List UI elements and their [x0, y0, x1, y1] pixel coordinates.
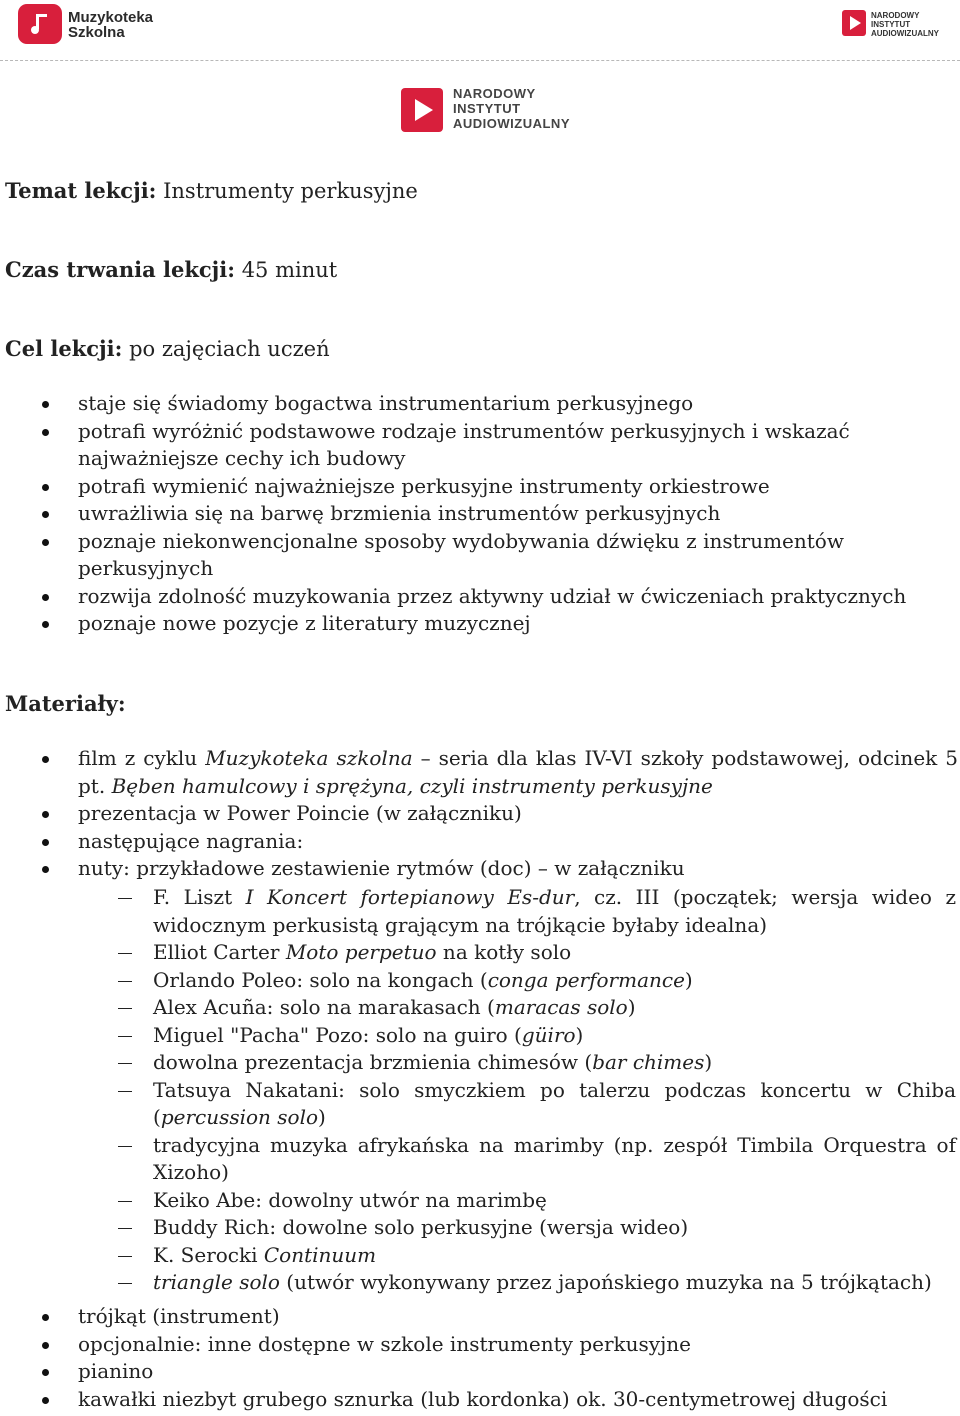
goals-list	[0, 390, 960, 638]
institute-line-3: AUDIOWIZUALNY	[453, 116, 570, 131]
list-item: Buddy Rich: dowolne solo perkusyjne (wersja wideo)	[0, 1214, 960, 1242]
institute-line-2: INSTYTUT	[453, 101, 521, 116]
list-item: opcjonalnie: inne dostępne w szkole instrumenty perkusyjne	[0, 1331, 960, 1359]
list-item: kawałki niezbyt grubego sznurka (lub kordonka) ok. 30-centymetrowej długości	[0, 1386, 960, 1414]
institute-line-1: NARODOWY	[871, 11, 920, 20]
list-item: dowolna prezentacja brzmienia chimesów (bar chimes)	[0, 1049, 960, 1077]
list-item: pianino	[0, 1358, 960, 1386]
brand-name	[68, 10, 153, 40]
list-item: F. Liszt I Koncert fortepianowy Es-dur, cz. III (początek; wersja wideo z widocznym perkusistą grającym na trójkącie byłaby idealna)	[0, 884, 960, 939]
play-icon	[401, 88, 443, 132]
header-divider	[0, 60, 960, 61]
list-item: Keiko Abe: dowolny utwór na marimbę	[0, 1187, 960, 1215]
list-item: Orlando Poleo: solo na kongach (conga performance)	[0, 967, 960, 995]
materials-list-continued	[0, 1303, 960, 1413]
materials-list	[0, 745, 960, 883]
lesson-topic	[5, 178, 418, 203]
brand-line-2: Szkolna	[68, 24, 125, 41]
list-item: Miguel "Pacha" Pozo: solo na guiro (güiro)	[0, 1022, 960, 1050]
list-item: Alex Acuña: solo na marakasach (maracas solo)	[0, 994, 960, 1022]
institute-line-1: NARODOWY	[453, 86, 536, 101]
list-item: trójkąt (instrument)	[0, 1303, 960, 1331]
list-item: staje się świadomy bogactwa instrumentarium perkusyjnego	[0, 390, 960, 418]
film-series: Muzykoteka szkolna	[205, 746, 413, 770]
list-item: Elliot Carter Moto perpetuo na kotły solo	[0, 939, 960, 967]
list-item	[0, 745, 960, 800]
play-icon	[842, 10, 866, 36]
lesson-goal	[5, 336, 330, 361]
music-note-icon	[29, 12, 51, 36]
list-item: rozwija zdolność muzykowania przez aktywny udział w ćwiczeniach praktycznych	[0, 583, 960, 611]
list-item: prezentacja w Power Poincie (w załączniku)	[0, 800, 960, 828]
institute-line-3: AUDIOWIZUALNY	[871, 29, 939, 38]
goal-label: Cel lekcji:	[5, 336, 123, 361]
muzykoteka-logo-icon	[18, 4, 62, 44]
institute-line-2: INSTYTUT	[871, 20, 911, 29]
list-item: potrafi wymienić najważniejsze perkusyjne instrumenty orkiestrowe	[0, 473, 960, 501]
list-item: nuty: przykładowe zestawienie rytmów (doc) – w załączniku	[0, 855, 960, 883]
list-item: K. Serocki Continuum	[0, 1242, 960, 1270]
recordings-list	[0, 884, 960, 1297]
institute-logo-large	[401, 86, 571, 132]
film-prefix: film z cyklu	[78, 746, 206, 770]
duration-label: Czas trwania lekcji:	[5, 257, 235, 282]
topic-value: Instrumenty perkusyjne	[163, 179, 418, 203]
list-item: potrafi wyróżnić podstawowe rodzaje instrumentów perkusyjnych i wskazać najważniejsze cechy ich budowy	[0, 418, 960, 473]
list-item: tradycyjna muzyka afrykańska na marimby (np. zespół Timbila Orquestra of Xizoho)	[0, 1132, 960, 1187]
brand-line-1: Muzykoteka	[68, 9, 154, 26]
lesson-duration	[5, 257, 337, 282]
list-item: Tatsuya Nakatani: solo smyczkiem po talerzu podczas koncertu w Chiba (percussion solo)	[0, 1077, 960, 1132]
list-item: następujące nagrania:	[0, 828, 960, 856]
list-item: poznaje niekonwencjonalne sposoby wydobywania dźwięku z instrumentów perkusyjnych	[0, 528, 960, 583]
film-mid: – seria dla klas IV-VI szkoły podstawowej, odcinek 5 pt.	[78, 746, 959, 798]
institute-logo-small	[842, 10, 952, 40]
topic-label: Temat lekcji:	[5, 178, 157, 203]
list-item: uwrażliwia się na barwę brzmienia instrumentów perkusyjnych	[0, 500, 960, 528]
materials-heading: Materiały:	[5, 691, 126, 716]
film-title: Bęben hamulcowy i sprężyna, czyli instrumenty perkusyjne	[111, 773, 713, 798]
duration-value: 45 minut	[241, 258, 338, 282]
page-header	[0, 0, 960, 60]
goal-value: po zajęciach uczeń	[129, 337, 330, 361]
list-item: poznaje nowe pozycje z literatury muzycznej	[0, 610, 960, 638]
list-item: triangle solo (utwór wykonywany przez japońskiego muzyka na 5 trójkątach)	[0, 1269, 960, 1297]
